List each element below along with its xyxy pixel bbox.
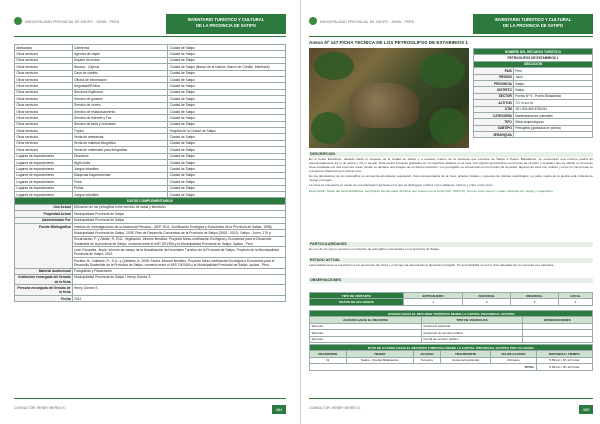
column-header: EXTRANJERO [403, 293, 463, 299]
petroglyph-photo [309, 48, 469, 148]
table-cell: Ciudad de Satipo [168, 191, 286, 197]
table-cell: Otros servicios [15, 96, 73, 102]
table-cell: Bancos - Cajeros [72, 64, 168, 70]
table-cell: Lugares de esparcimiento [15, 191, 73, 197]
ficha-value: Satipo [514, 80, 593, 86]
table-row [15, 296, 286, 302]
municipality-name: MUNICIPALIDAD PROVINCIAL DE SATIPO - JUNIN - PERU [320, 20, 415, 24]
municipality-logo [14, 17, 22, 25]
annex-title: Anexo Nº 147 FICHA TECNICA DE LOS PETROGLIFOS DE ESTABIRIOS 1 [309, 40, 468, 45]
status-text: Lamentablemente la exposición a los elementos del clima y el tiempo ha deteriorado la figura del petroglifo. Su accesibilidad no se ha visto afectada por su cercanía a la carretera. [309, 263, 555, 267]
table-cell: Lugares de esparcimiento [15, 153, 73, 159]
table-cell: Automóvil particular [441, 357, 491, 363]
table-cell: Otros servicios [15, 108, 73, 114]
field-label: Material Audiovisual [15, 268, 73, 274]
ficha-label: JERARQUIA [474, 132, 514, 138]
ficha-label: PAIS [474, 68, 514, 74]
resource-name-header: NOMBRE DEL RECURSO TURISTICO [474, 49, 593, 55]
field-label: Uso Actual [15, 204, 73, 210]
table-cell: 01 [310, 357, 347, 363]
field-label: Persona encargada del llenado de la ficha [15, 285, 73, 296]
table-cell: 4 [558, 299, 592, 305]
services-table [14, 44, 286, 302]
column-header: LOCAL [558, 293, 592, 299]
page-number: 484 [272, 405, 286, 414]
table-cell: Pubs [72, 179, 168, 185]
table-cell: Tópico [72, 128, 168, 134]
table-cell: Ciudad de Satipo [168, 185, 286, 191]
field-value: Fotografías y Filmaciones [72, 268, 285, 274]
table-cell: Satipo - Pueblo Bidadanido [346, 357, 413, 363]
ficha-label: UTM [474, 106, 514, 112]
consultant-credit: CONSULTOR: HENRY MERES S. [14, 406, 66, 410]
ficha-value: Sitios arqueológicos [514, 119, 593, 125]
table-cell: Combi de servicio público [422, 336, 523, 342]
field-value: Municipalidad Provincial de Satipo [72, 217, 285, 223]
field-value: Municipalidad Provincial de Satipo [72, 211, 285, 217]
page-number: 485 [579, 405, 593, 414]
table-cell: Oficina de información [72, 76, 168, 82]
location-header: UBICACIÓN [474, 61, 593, 67]
visitor-value-row [310, 299, 593, 305]
ficha-value: Satipo [514, 87, 593, 93]
table-cell: Automóvil particular [422, 323, 523, 329]
table-cell: Seguridad/Policía [72, 83, 168, 89]
ficha-value: Junín [514, 74, 593, 80]
ficha-label: SECTOR [474, 93, 514, 99]
field-label: Institución encargada del llenado de la ficha [15, 274, 73, 285]
table-cell: Ciudad de Satipo [168, 45, 286, 51]
table-cell: Terrestre [310, 330, 422, 336]
table-cell: Juegos infantiles [72, 191, 168, 197]
column-header: TRAMO [346, 351, 413, 357]
ficha-value: 717 m.s.n.m. [514, 100, 593, 106]
bibliography-entry: Pozella, M., Gallardo, R., S.A.; y Quillaves, A. 2008. Fauna, informe temático. Proyecto Meso-zonificación Ecológica y Económica para el Desarrollo Sostenible de la Provincia de Satipo, convenio entre el IIAP, DEVIDA y la Municipalidad Provincial de Satipo. Iquitos - Perú. [72, 257, 285, 268]
description-text: En el fundo Estabirios, ubicado hacia el noroeste de la ciudad de Satipo y a escasos metros de la carretera que conduce de Satipo a Puerto Bidadanido, se encuentran una enorme piedra de aproximadamente 12 m de ancho y 4,6 m de alto. Esta piedra presenta grabados en su superficie tallados en la roca. Son figuras geométricas con formas de círculos y espirales que se ubican en forma de línea ondulada con dos enormes rocas, donde se destaca una imagen de un diseño simétrico. Los petroglifos se encuentran en los bordes de la piedra, algunos de ellos son visibles y otros no; las formas se encuentran dispersos por toda la roca. En los alrededores de los petroglifos se encuentra abundante vegetación, flora representativa de la zona, árboles frutales y especies de plantas medicinales. La parte media de la piedra está cubierta de musgo y hongos. La zona se encuentra en medio de una plantación agrícola en la que se distinguen cultivos como plátanos, cítricos y maíz, entre otros. Descripción: Datos del fundo Estabirios. Las figuras forman parte de tribus que vivieron en la zona (100 - 600 d.C). Son de color oscuro y están cubiertas por musgo y vegetación. [309, 157, 593, 193]
consultant-credit: CONSULTOR: HENRY MERES S. [309, 406, 361, 410]
table-cell: Venta de artesanías [72, 134, 168, 140]
table-cell: Servicio de guiados [72, 96, 168, 102]
route-table [309, 344, 593, 371]
bibliography-entry: Instituto de Investigaciones de la Amazonía Peruana - (IIEP. 2011. Zonificación Ecológica y Económica de la Provincia de Satipo, 1998). [72, 223, 285, 229]
ficha-row [474, 132, 593, 138]
table-row [15, 285, 286, 296]
table-cell: Servicio de Internet y Fax [72, 115, 168, 121]
table-cell: Ciudad de Satipo [168, 51, 286, 57]
column-header: REGIONAL [511, 293, 559, 299]
table-cell: Lugares de esparcimiento [15, 179, 73, 185]
field-value: 2012 [72, 296, 285, 302]
column-header: VIA DE ACCESO [491, 351, 536, 357]
description-heading: DESCRIPCION [309, 152, 593, 157]
table-cell: Lugares de esparcimiento [15, 185, 73, 191]
table-cell: Lugares de esparcimiento [15, 166, 73, 172]
ficha-value: Petroglifos (grabados en piedra) [514, 125, 593, 131]
table-cell: Otros servicios [15, 121, 73, 127]
ficha-value: Perú [514, 68, 593, 74]
column-header: TRANSPORTE [441, 351, 491, 357]
ficha-value: Pueblo Nº 9 - Puerto Bidadanido [514, 93, 593, 99]
table-cell: Venta de material fotográfico [72, 140, 168, 146]
document-title: INVENTARIO TURISTICO Y CULTURAL DE LA PROVINCIA DE SATIPO [166, 14, 286, 34]
field-label: Propiedad Actual [15, 211, 73, 217]
field-label: Fuente Bibliográfica [15, 223, 73, 268]
ficha-label: REGION [474, 74, 514, 80]
table-cell: Ciudad de Satipo [168, 70, 286, 76]
particularities-text: Es uno de los pocos recursos con diseños de petroglifos encontrados en la provincia de Satipo. [309, 247, 440, 251]
table-cell: Peñas [72, 185, 168, 191]
municipality-name: MUNICIPALIDAD PROVINCIAL DE SATIPO - JUNIN - PERU [25, 20, 120, 24]
table-cell: Night clubs [72, 160, 168, 166]
ficha-label: TIPO [474, 119, 514, 125]
route-total-row [310, 364, 593, 370]
table-cell: Ciudad de Satipo [168, 179, 286, 185]
document-title: INVENTARIO TURISTICO Y CULTURAL DE LA PROVINCIA DE SATIPO [473, 14, 593, 34]
table-cell: Otros servicios [15, 70, 73, 76]
table-cell: 3 [511, 299, 559, 305]
table-cell: 5.89 km / 0h 12 horas [536, 357, 592, 363]
table-cell: Servicio de estacionamiento [72, 108, 168, 114]
ficha-label: CATEGORIA [474, 112, 514, 118]
table-cell: Ciudad de Satipo [168, 160, 286, 166]
column-header: TIPO DE VEHICULOS [422, 317, 523, 323]
municipality-logo [309, 17, 317, 25]
table-cell: Discoteca [72, 153, 168, 159]
ficha-label: ALTITUD [474, 100, 514, 106]
table-cell: Lugares de esparcimiento [15, 160, 73, 166]
table-cell: Otros servicios [15, 128, 73, 134]
field-label: Administrador Por [15, 217, 73, 223]
table-cell: Ciudad de Satipo [168, 102, 286, 108]
table-cell: Máquinas tragamonedas [72, 172, 168, 178]
column-header: DISTANCIA / TIEMPO [536, 351, 592, 357]
field-value: Ubicación de los petroglifos entre servicio de salud y televisión [72, 204, 285, 210]
table-cell: Ciudad de Satipo [168, 153, 286, 159]
resource-name: PETROGLIFOS DE ESTABIRIOS 1 [474, 55, 593, 61]
table-cell: Ciudad de Satipo [168, 76, 286, 82]
visitor-table [309, 292, 593, 306]
table-cell: Servicio de correo [72, 102, 168, 108]
table-cell: Otros servicios [15, 51, 73, 57]
table-cell: GRADO DE AFLUENCIA [310, 299, 404, 305]
table-cell: 1 [403, 299, 463, 305]
field-value: Municipalidad Provincial de Satipo / Henry Gómez S. [72, 274, 285, 285]
observations-heading: OBSERVACIONES [309, 278, 593, 283]
status-heading: ESTADO ACTUAL [309, 258, 593, 263]
column-header: TIPO DE VISITANTE [310, 293, 404, 299]
column-header: ACCESO [413, 351, 440, 357]
table-cell: 2 [463, 299, 511, 305]
complementary-heading: DATOS COMPLEMENTARIOS [15, 198, 286, 204]
table-cell: Ciudad de Satipo [168, 172, 286, 178]
table-cell: Terrestre [413, 357, 440, 363]
ficha-value [514, 132, 593, 138]
table-cell: Servicio de taxis y mototaxis [72, 121, 168, 127]
table-cell: Ciudad de Satipo [168, 83, 286, 89]
column-header: RECORRIDO [310, 351, 347, 357]
table-cell: Venta de materiales para fotografías [72, 147, 168, 153]
table-cell: Otros servicios [15, 140, 73, 146]
table-row [15, 274, 286, 285]
access-title: ACCESO HACIA EL RECURSO TURISTICO DESDE LA CAPITAL PROVINCIAL (SATIPO) [310, 311, 593, 317]
field-value: Henry Gómez S. [72, 285, 285, 296]
table-cell: Ciudad de Satipo [168, 134, 286, 140]
route-title: RUTA DE ACCESO HACIA EL RECURSO TURISTICO DESDE LA CAPITAL PROVINCIAL (SATIPO) POR VIA AEREA [310, 345, 593, 351]
table-cell: Terrestre [310, 323, 422, 329]
table-cell: Agencia de viajes [72, 51, 168, 57]
table-cell: Otros servicios [15, 89, 73, 95]
footer-rule [14, 398, 286, 399]
table-row [310, 336, 593, 342]
table-cell: Otros servicios [15, 64, 73, 70]
header-rule [14, 36, 286, 37]
table-cell [522, 336, 592, 342]
ficha-value: 18 L 534 683 8751044 [514, 106, 593, 112]
right-page [300, 0, 600, 424]
ficha-value: Manifestaciones culturales [514, 112, 593, 118]
footer-rule [309, 398, 593, 399]
table-cell: Hospital de la Ciudad de Satipo [168, 128, 286, 134]
header-rule [309, 36, 593, 37]
table-cell: Ciudad de Satipo [168, 140, 286, 146]
table-cell: Otros servicios [15, 57, 73, 63]
ficha-label: SUBTIPO [474, 125, 514, 131]
table-cell: Otros servicios [15, 102, 73, 108]
table-cell: Servicios higiénicos [72, 89, 168, 95]
table-cell: Otros servicios [15, 147, 73, 153]
total-label: TOTAL [310, 364, 537, 370]
table-cell: Ciudad de Satipo [168, 121, 286, 127]
table-cell: Ciudad de Satipo [168, 96, 286, 102]
field-label: Fecha [15, 296, 73, 302]
bibliography-entry: Leon Gonzales, Jesús. Informe de campo de la Actualización del Inventario Turístico de la Provincia de Satipo. Proyecto de la Municipalidad Provincial de Satipo, 2012. [72, 247, 285, 258]
table-cell: Otros servicios [15, 134, 73, 140]
table-cell: Ciudad de Satipo [168, 57, 286, 63]
table-cell: Lugares de esparcimiento [15, 172, 73, 178]
table-cell: Ciudad de Satipo [168, 147, 286, 153]
particularities-heading: PARTICULARIDADES [309, 242, 593, 247]
table-cell: Ciudad de Satipo [168, 166, 286, 172]
ficha-label: PROVINCIA [474, 80, 514, 86]
table-cell: Artesanías [15, 45, 73, 51]
table-cell: Ciudad de Satipo (Banco de la Nación, Banco de Crédito, Interbank) [168, 64, 286, 70]
table-cell: Otros servicios [15, 115, 73, 121]
table-cell: Terrestre [310, 336, 422, 342]
table-cell: Casa de cambio [72, 70, 168, 76]
access-table [309, 310, 593, 343]
column-header: OBSERVACIONES [522, 317, 592, 323]
column-header: ACCESO HACIA EL RECURSO [310, 317, 422, 323]
table-cell: Ciudad de Satipo [168, 115, 286, 121]
table-cell: Otros servicios [15, 83, 73, 89]
table-cell: Otros servicios [15, 76, 73, 82]
ficha-label: DISTRITO [474, 87, 514, 93]
table-cell: Afirmado [491, 357, 536, 363]
ficha-table [473, 48, 593, 138]
table-cell: Cafeterías [72, 45, 168, 51]
table-cell: Ciudad de Satipo [168, 89, 286, 95]
table-cell: Juegos infantiles [72, 166, 168, 172]
bibliography-entry: Encarnación, F. y Zárate, R. 2011. Vegetación, informe temático. Proyecto Meso-zonificación Ecológica y Económica para el Desarrollo Sostenible de la provincia de Satipo, convenio entre el IIAP, DEVIDA y la Municipalidad Provincial de Satipo, Iquitos - Perú. [72, 236, 285, 247]
table-cell: Automóvil de servicio público [422, 330, 523, 336]
bibliography-entry: Municipalidad Provincial de Satipo. 2008. Plan de Desarrollo Concertado de la Provincia de Satipo (2008 - 2021). Satipo - Junín, 176 p. [72, 230, 285, 236]
table-cell: Ciudad de Satipo [168, 108, 286, 114]
table-cell: Alquiler de motos [72, 57, 168, 63]
total-value: 5.89 km / 0h 12 horas [536, 364, 592, 370]
column-header: NACIONAL [463, 293, 511, 299]
